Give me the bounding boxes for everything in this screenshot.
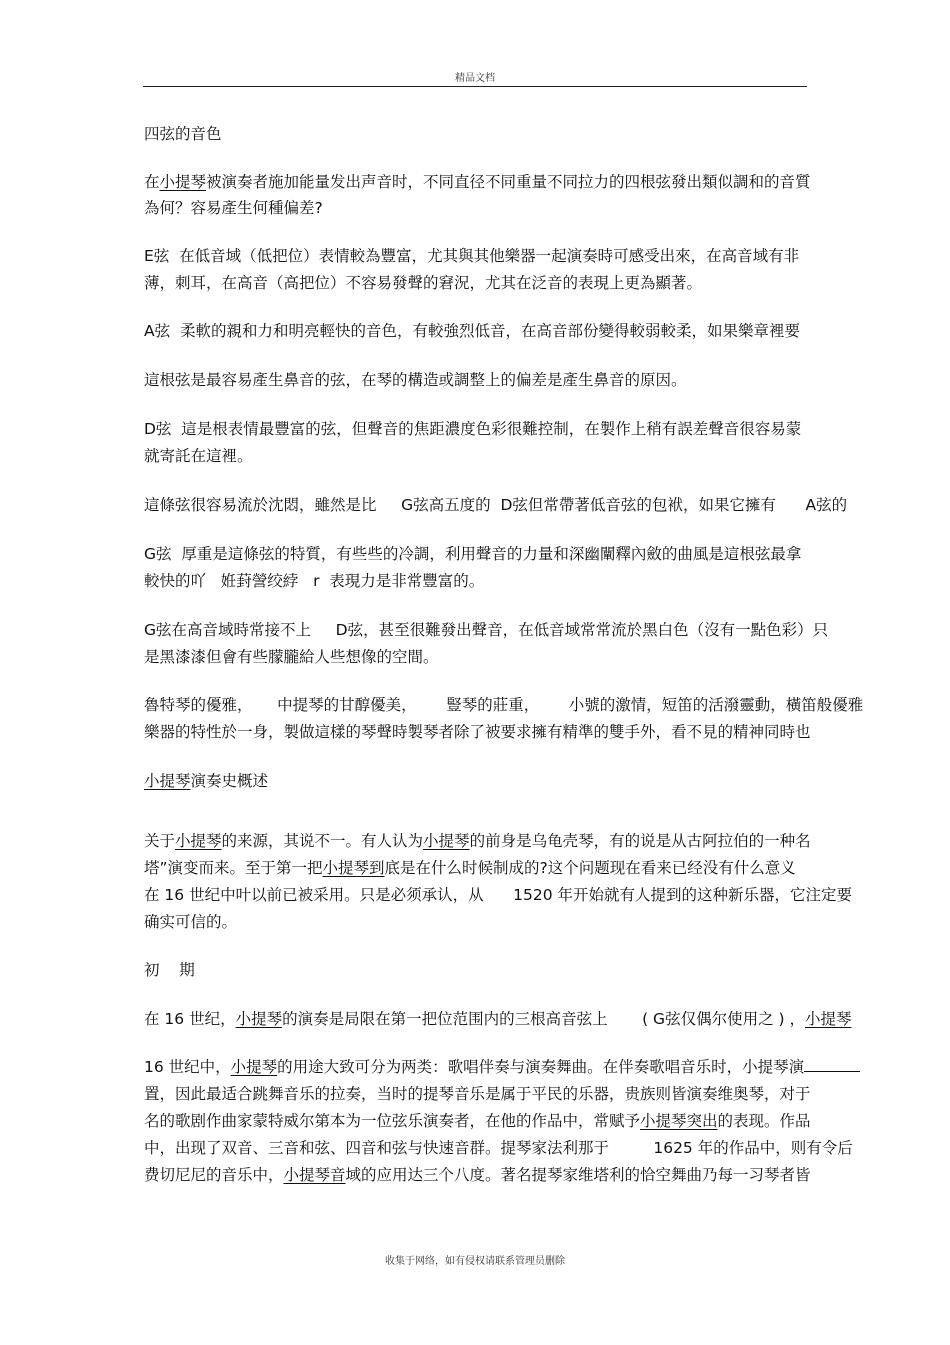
e-string-line-1: E弦 在低音域（低把位）表情較為豐富，尤其與其他樂器一起演奏時可感受出來，在高音域有非 <box>144 247 800 265</box>
question-line-1 <box>144 172 811 192</box>
text-run: 16 世纪中， <box>144 1058 231 1076</box>
section-title-history <box>144 771 268 791</box>
link-violin[interactable]: 小提琴 <box>235 1010 283 1028</box>
early-para-2-line-5 <box>144 1165 811 1185</box>
early-para-2-line-2: 置，因此最适合跳舞音乐的拉奏，当时的提琴音乐是属于平民的乐器，贵族则皆演奏维奥琴，对于 <box>144 1085 811 1103</box>
text-run: 演奏史概述 <box>190 772 269 790</box>
g-string-line-2: 較快的吖 姙葑謍绞綍 r 表現力是非常豐富的。 <box>144 572 485 590</box>
text-run: 的来源，其说不一。有人认为 <box>221 832 424 850</box>
early-para-1 <box>144 1009 852 1029</box>
text-run: 关于 <box>144 832 176 850</box>
page-footer: 收集于网络，如有侵权请联系管理员删除 <box>385 1256 565 1267</box>
origin-line-4: 确实可信的。 <box>144 913 238 931</box>
origin-line-2 <box>144 858 796 878</box>
origin-line-1 <box>144 831 811 851</box>
link-violin[interactable]: 小提琴 <box>144 772 191 790</box>
e-string-line-2: 薄，刺耳，在高音（高把位）不容易發聲的窘況，尤其在泛音的表現上更為顯著。 <box>144 274 703 292</box>
text-run: 名的歌剧作曲家蒙特威尔第本为一位弦乐演奏者，在他的作品中，常赋予 <box>144 1112 641 1130</box>
d-string-line-2: 就寄託在這裡。 <box>144 447 253 465</box>
text-run: 域的应用达三个八度。著名提琴家维塔利的恰空舞曲乃每一习琴者皆 <box>345 1166 811 1184</box>
summary-line-2: 樂器的特性於一身，製做這樣的琴聲時製琴者除了被要求擁有精準的雙手外，看不見的精神同時也 <box>144 723 811 741</box>
subsection-title-early: 初 期 <box>144 961 195 979</box>
underline-blank <box>804 1057 860 1072</box>
d-string-line-3: 這條弦很容易流於沈悶，雖然是比 G弦高五度的 D弦但常帶著低音弦的包袱，如果它擁有 A弦的 <box>144 496 848 514</box>
header-rule <box>143 86 807 87</box>
link-violin[interactable]: 小提琴 <box>159 173 207 191</box>
text-run: 的表现。作品 <box>717 1112 811 1130</box>
g-string-line-4: 是黑漆漆但會有些朦朧給人些想像的空間。 <box>144 648 439 666</box>
g-string-line-3: G弦在高音域時常接不上 D弦，甚至很難發出聲音，在低音域常常流於黑白色（沒有一點色彩）只 <box>144 621 829 639</box>
question-line-2: 為何？容易產生何種偏差? <box>144 199 323 217</box>
early-para-2-line-4: 中，出现了双音、三音和弦、四音和弦与快速音群。提琴家法利那于 1625 年的作品中，则有令后 <box>144 1139 853 1157</box>
header-text: 精品文档 <box>455 73 495 84</box>
text-run: 的用途大致可分为两类：歌唱伴奏与演奏舞曲。在伴奏歌唱音乐时，小提琴 <box>277 1058 789 1076</box>
link-violin[interactable]: 小提琴 <box>175 832 222 850</box>
text-run: 被演奏者施加能量发出声音时，不同直径不同重量不同拉力的四根弦發出類似調和的音質 <box>206 173 811 191</box>
link-violin[interactable]: 小提琴 <box>804 1010 852 1028</box>
early-para-2-line-1 <box>144 1057 860 1077</box>
text-run: 底是在什么时候制成的?这个问题现在看来已经没有什么意义 <box>384 859 796 877</box>
link-violin-to[interactable]: 小提琴到 <box>322 859 385 877</box>
text-run: 在 <box>144 173 160 191</box>
text-run: 费切尼尼的音乐中， <box>144 1166 284 1184</box>
text-run: 的演奏是局限在第一把位范围内的三根高音弦上 ( G弦仅偶尔使用之 ) ， <box>282 1010 805 1028</box>
early-para-2-line-3 <box>144 1111 811 1131</box>
link-violin-prominent[interactable]: 小提琴突出 <box>640 1112 718 1130</box>
link-violin[interactable]: 小提琴 <box>230 1058 278 1076</box>
d-string-line-1: D弦 這是根表情最豐富的弦，但聲音的焦距濃度色彩很難控制，在製作上稍有誤差聲音很容易蒙 <box>144 420 802 438</box>
text-run: 塔”演变而来。至于第一把 <box>144 859 323 877</box>
link-violin[interactable]: 小提琴 <box>423 832 470 850</box>
section-title-strings: 四弦的音色 <box>144 125 222 143</box>
text-run: 的前身是乌龟壳琴，有的说是从古阿拉伯的一种名 <box>469 832 811 850</box>
link-violin-range[interactable]: 小提琴音 <box>283 1166 346 1184</box>
origin-line-3: 在 16 世纪中叶以前已被采用。只是必须承认，从 1520 年开始就有人提到的这种新乐器，它注定要 <box>144 886 853 904</box>
a-string-line-2: 這根弦是最容易產生鼻音的弦，在琴的構造或調整上的偏差是產生鼻音的原因。 <box>144 371 687 389</box>
g-string-line-1: G弦 厚重是這條弦的特質，有些些的冷調，利用聲音的力量和深幽闡釋內斂的曲風是這根弦最拿 <box>144 545 802 563</box>
text-run: 演 <box>788 1058 805 1076</box>
a-string-line-1: A弦 柔軟的親和力和明亮輕快的音色，有較強烈低音，在高音部份變得較弱較柔，如果樂章裡要 <box>144 322 800 340</box>
summary-line-1: 魯特琴的優雅， 中提琴的甘醇優美， 豎琴的莊重， 小號的激情，短笛的活潑靈動，橫笛般優雅 <box>144 696 864 714</box>
text-run: 在 16 世纪， <box>144 1010 236 1028</box>
